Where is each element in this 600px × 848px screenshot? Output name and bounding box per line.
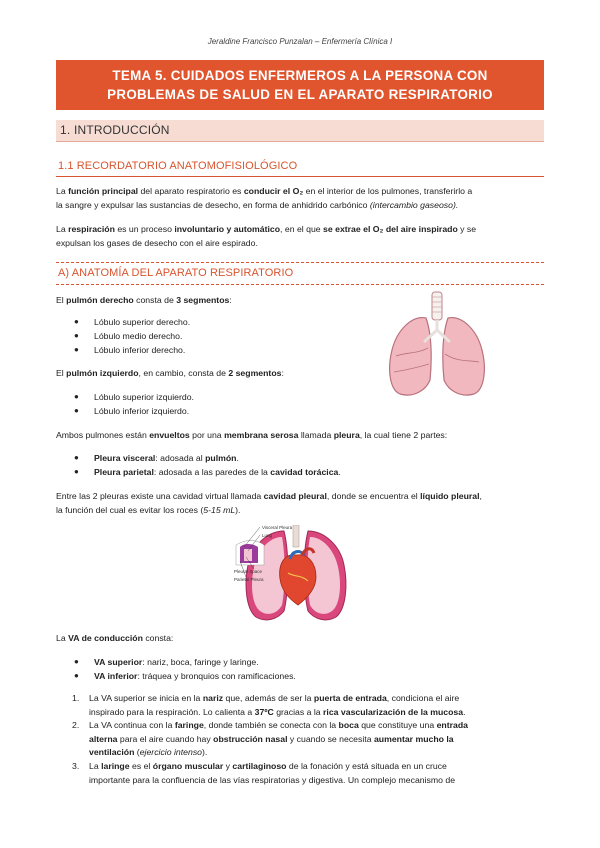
figure-label-lung: Lung <box>262 533 273 538</box>
section-top-dash <box>56 262 544 263</box>
chapter-title-line-1: TEMA 5. CUIDADOS ENFERMEROS A LA PERSONA CON <box>112 68 488 83</box>
subsection-heading-recordatorio: 1.1 RECORDATORIO ANATOMOFISIOLÓGICO <box>58 160 298 172</box>
figure-label-parietal-pleura: Parietal Pleura <box>234 577 264 582</box>
chapter-title-line-2: PROBLEMAS DE SALUD EN EL APARATO RESPIRATORIO <box>107 87 493 102</box>
subsection-heading-anatomia: A) ANATOMÍA DEL APARATO RESPIRATORIO <box>58 267 294 279</box>
paragraph-cavidad-pleural: Entre las 2 pleuras existe una cavidad virtual llamada cavidad pleural, donde se encuentra el líquido pleural, la función del cual es evitar los roces (5-15 mL). <box>56 491 482 515</box>
paragraph-va-conduccion: La VA de conducción consta: <box>56 633 174 643</box>
paragraph-pleura: Ambos pulmones están envueltos por una membrana serosa llamada pleura, la cual tiene 2 partes: <box>56 430 448 440</box>
subsection-rule <box>56 176 544 177</box>
paragraph-pulmon-derecho: El pulmón derecho consta de 3 segmentos: <box>56 295 232 305</box>
section-heading-introduccion: 1. INTRODUCCIÓN <box>56 120 544 142</box>
paragraph-pulmon-izquierdo: El pulmón izquierdo, en cambio, consta de 2 segmentos: <box>56 368 284 378</box>
page-header: Jeraldine Francisco Punzalan – Enfermería Clínica I <box>207 37 393 46</box>
figure-label-pleural-space: Pleural Space <box>234 569 263 574</box>
paragraph-respiracion: La respiración es un proceso involuntario y automático, en el que se extrae el O₂ del aire inspirado y se expulsan los gases de desecho con el aire espirado. <box>56 224 477 248</box>
document-page: Jeraldine Francisco Punzalan – Enfermería Clínica I TEMA 5. CUIDADOS ENFERMEROS A LA PERSONA CON PROBLEMAS DE SALUD EN EL APARATO RESPIRATORIO 1. INTRODUCCIÓN 1.1 RECORDATORIO ANATOMOFISIOLÓGICO La función principal del aparato respiratorio es conducir el O₂ en el interior de los pulmones, transferirlo a la sangre y expulsar las sustancias de desecho, en forma de anhidrido carbónico (intercambio gaseoso). La respiración es un proceso involuntario y automático, en el que se extrae el O₂ del aire inspirado y se expulsan los gases de desecho con el aire espirado. A) ANATOMÍA DEL APARATO RESPIRATORIO El pulmón derecho consta de 3 segmentos: ● Lóbulo superior derecho. ● Lóbulo medio derecho. ● Lóbulo inferior derecho. El pulmón izquierdo, en cambio, consta de 2 segmentos: ● Lóbulo superior izquierdo. ● Lóbulo inferior izquierdo. Ambos pulmones están envueltos por una membrana serosa llamada pleura, la cual tiene 2 partes: ● Pleura visceral: adosada al pulmón. ● Pleura parietal: adosada a las paredes de la cavidad torácica. Entre las 2 pleuras existe una cavidad virtual llamada cavidad pleural, donde se encuentra el líquido pleural, la función del cual es evitar los roces (5-15 mL). Visceral Pleura Lung Pleural Space Parietal Pleura La VA de conducción consta: ● VA superior: nariz, boca, faringe y laringe. ● VA inferior: tráquea y bronquios con ramificaciones. 1. La VA superior se inicia en la nariz que, además de ser la puerta de entrada, condiciona el aire inspirado para la respiración. Lo calienta a 37ºC gracias a la rica vascularización de la mucosa. 2. La VA continua con la faringe, donde también se conecta con la boca que constituye una entrada alterna para el aire cuando hay obstrucción nasal y cuando se necesita aumentar mucho la ventilación (ejercicio intenso). 3. La laringe es el órgano muscular y cartilaginoso de la fonación y está situada en un cruce importante para la confluencia de las vías respiratorias y digestiva. Un complejo mecanismo de <box>0 0 600 848</box>
lungs-illustration <box>382 290 492 402</box>
section-bottom-dash <box>56 284 544 285</box>
chapter-title <box>56 60 544 110</box>
figure-label-visceral-pleura: Visceral Pleura <box>262 525 293 530</box>
paragraph-funcion: La función principal del aparato respiratorio es conducir el O₂ en el interior de los pulmones, transferirlo a la sangre y expulsar las sustancias de desecho, en forma de anhidrido carbónico (intercambio gaseoso). <box>56 186 473 210</box>
pleura-heart-illustration <box>232 525 362 623</box>
